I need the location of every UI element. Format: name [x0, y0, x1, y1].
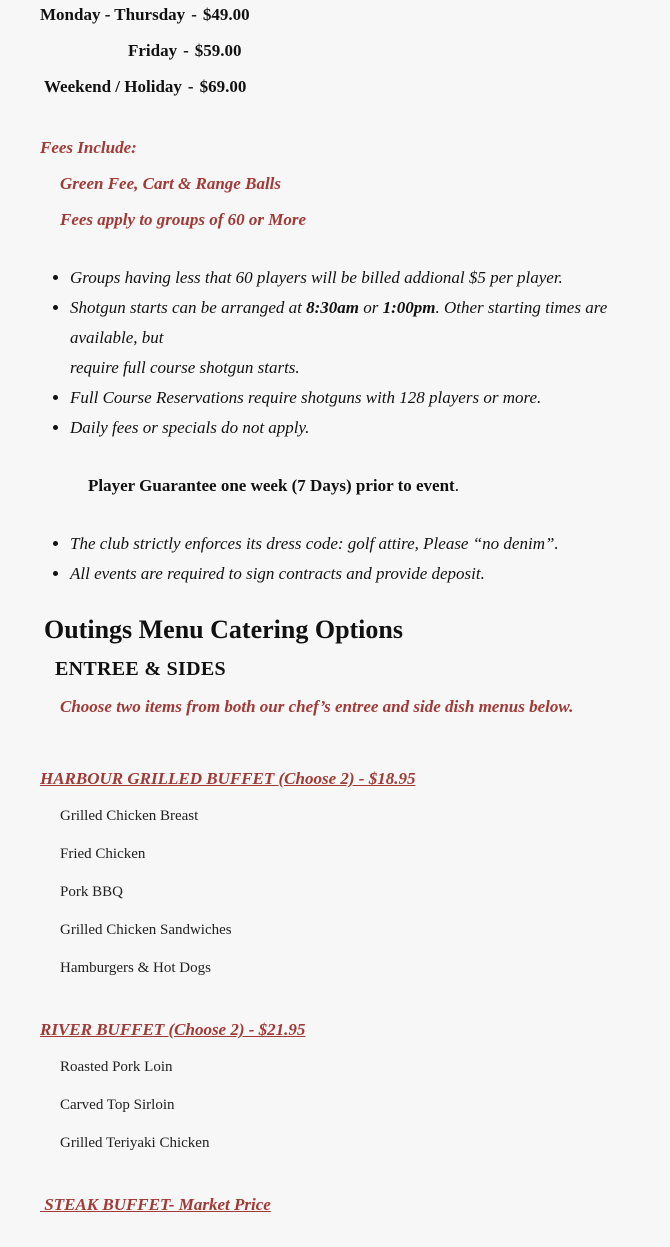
- menu-item: Grilled Chicken Sandwiches: [60, 922, 232, 938]
- menu-item: Roasted Pork Loin: [60, 1059, 173, 1075]
- menu-item: Hamburgers & Hot Dogs: [60, 960, 211, 976]
- rules-list: [40, 529, 670, 589]
- list-item: [70, 383, 670, 413]
- bullet-text: Daily fees or specials do not apply.: [70, 418, 310, 437]
- menu-item: Pork BBQ: [60, 884, 123, 900]
- shotgun-time-am: 8:30am: [306, 298, 359, 317]
- bullet-text: or: [359, 298, 383, 317]
- rate-separator: -: [191, 5, 197, 24]
- player-guarantee: [88, 476, 459, 496]
- bullet-text: The club strictly enforces its dress code: golf attire, Please “no denim”.: [70, 534, 559, 553]
- list-item: [70, 559, 670, 589]
- list-item: [70, 529, 670, 559]
- bullet-text: require full course shotgun starts.: [70, 358, 300, 377]
- bullet-text: All events are required to sign contracts and provide deposit.: [70, 564, 485, 583]
- bullet-text: . Other starting times are available, but: [70, 298, 608, 347]
- menu-item: Fried Chicken: [60, 846, 146, 862]
- menu-item: Carved Top Sirloin: [60, 1097, 175, 1113]
- shotgun-time-pm: 1:00pm: [382, 298, 436, 317]
- rate-price: $59.00: [194, 41, 242, 60]
- river-buffet-link[interactable]: RIVER BUFFET (Choose 2) - $21.95: [40, 1020, 306, 1039]
- menu-instruction: Choose two items from both our chef’s entree and side dish menus below.: [60, 697, 574, 716]
- list-item: [70, 413, 670, 443]
- rate-price: $49.00: [202, 5, 250, 24]
- steak-buffet-link[interactable]: STEAK BUFFET- Market Price: [40, 1195, 271, 1214]
- section-subtitle: ENTREE & SIDES: [55, 658, 226, 680]
- rate-day: Friday: [128, 41, 178, 60]
- fees-heading: Fees Include:: [40, 138, 137, 157]
- menu-item: Grilled Teriyaki Chicken: [60, 1135, 210, 1151]
- rate-monday-thursday: [40, 5, 250, 25]
- fees-line-green-fee: Green Fee, Cart & Range Balls: [60, 174, 282, 193]
- rate-weekend-holiday: [44, 77, 246, 97]
- list-item: [70, 263, 670, 293]
- guarantee-text: Player Guarantee one week (7 Days) prior to event: [88, 476, 455, 495]
- bullet-text: Full Course Reservations require shotguns with 128 players or more.: [70, 388, 542, 407]
- harbour-buffet-link[interactable]: HARBOUR GRILLED BUFFET (Choose 2) - $18.95: [40, 769, 416, 788]
- rate-separator: -: [183, 41, 189, 60]
- rate-day: Monday - Thursday: [40, 5, 186, 24]
- fees-line-groups: Fees apply to groups of 60 or More: [60, 210, 307, 229]
- policy-list: [40, 263, 670, 443]
- rate-friday: [128, 41, 242, 61]
- page-title: Outings Menu Catering Options: [44, 615, 403, 644]
- bullet-text: Shotgun starts can be arranged at: [70, 298, 307, 317]
- bullet-text: Groups having less that 60 players will be billed addional $5 per player.: [70, 268, 563, 287]
- list-item: [70, 293, 670, 383]
- guarantee-period: .: [454, 476, 459, 495]
- rate-separator: -: [187, 77, 194, 96]
- rate-price: $69.00: [199, 77, 247, 96]
- menu-item: Grilled Chicken Breast: [60, 808, 199, 824]
- rate-day: Weekend / Holiday: [44, 77, 182, 96]
